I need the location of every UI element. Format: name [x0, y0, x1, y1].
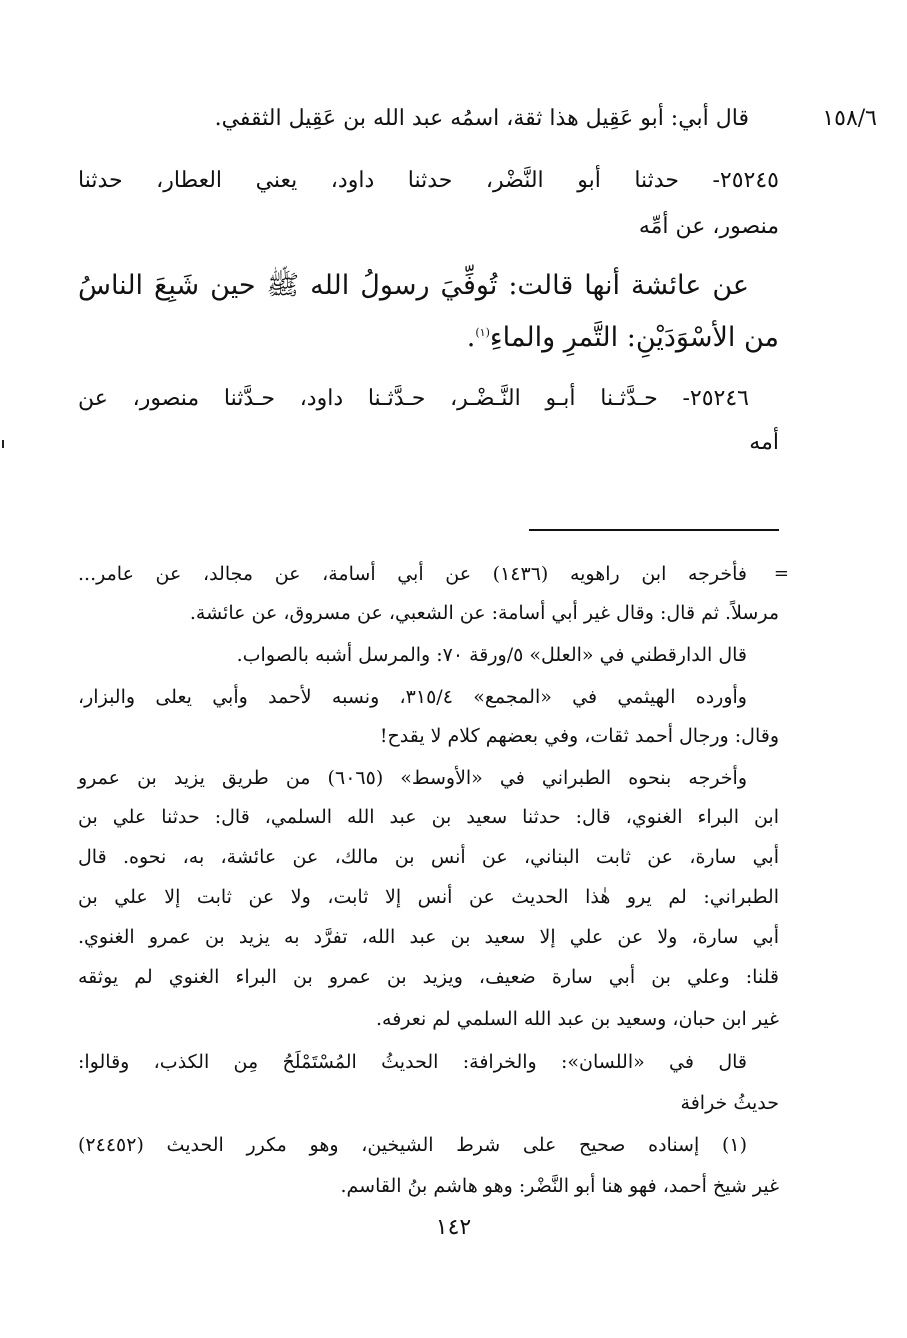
footnote-marker: (١) [475, 326, 490, 339]
footnote-line: قال في «اللسان»: والخرافة: الحديثُ المُسْتَمْلَحُ مِن الكذب، وقالوا: [78, 1051, 747, 1073]
footnote-line: (١) إسناده صحيح على شرط الشيخين، وهو مكرر الحديث (٢٤٤٥٢) [78, 1134, 747, 1156]
footnote-line: وقال: ورجال أحمد ثقات، وفي بعضهم كلام لا يقدح! [379, 725, 779, 747]
page-number: ١٤٢ [435, 1215, 472, 1240]
footnote-line: غير شيخ أحمد، فهو هنا أبو النَّضْر: وهو هاشم بنُ القاسم. [340, 1175, 779, 1197]
footnote-line: الطبراني: لم يرو هٰذا الحديث عن أنس إلا ثابت، ولا عن ثابت إلا علي بن [78, 886, 779, 908]
main-text-line: منصور، عن أمِّه [638, 214, 779, 239]
footnote-line: حديثُ خرافة [680, 1092, 779, 1114]
footnote-line: غير ابن حبان، وسعيد بن عبد الله السلمي لم نعرفه. [375, 1008, 779, 1030]
footnote-line: وأورده الهيثمي في «المجمع» ٣١٥/٤، ونسبه لأحمد وأبي يعلى والبزار، [78, 686, 747, 708]
main-text-line: ٢٥٢٤٥- حدثنا أبو النَّضْر، حدثنا داود، يعني العطار، حدثنا [78, 168, 779, 193]
footnote-line: أبي سارة، ولا عن علي إلا سعيد بن عبد الله، تفرَّد به يزيد بن عمرو الغنوي. [78, 926, 779, 948]
main-text-line: أمه [749, 430, 779, 455]
hadith-matn-line: عن عائشة أنها قالت: تُوفِّيَ رسولُ الله ﷺ حين شَبِعَ الناسُ [78, 270, 749, 301]
footnote-line: مرسلاً. ثم قال: وقال غير أبي أسامة: عن الشعبي، عن مسروق، عن عائشة. [189, 602, 779, 624]
hadith-matn-line [78, 322, 779, 353]
continuation-mark: = [773, 563, 789, 584]
main-text-line: قال أبي: أبو عَقِيل هذا ثقة، اسمُه عبد الله بن عَقِيل الثقفي. [214, 106, 749, 131]
footnote-line: وأخرجه بنحوه الطبراني في «الأوسط» (٦٠٦٥) من طريق يزيد بن عمرو [78, 767, 747, 789]
hadith-matn-text: من الأسْوَدَيْنِ: التَّمرِ والماءِ [489, 322, 779, 353]
margin-volume-page-reference: ١٥٨/٦ [822, 106, 877, 131]
scan-edge-mark [2, 440, 4, 448]
main-text-line: ٢٥٢٤٦- حـدَّثـنا أبـو النَّـضْـر، حـدَّثـنا داود، حـدَّثنا منصور، عن [78, 386, 749, 411]
sentence-end: . [466, 322, 476, 353]
footnote-line: ابن البراء الغنوي، قال: حدثنا سعيد بن عبد الله السلمي، قال: حدثنا علي بن [78, 806, 779, 828]
footnote-line: فأخرجه ابن راهويه (١٤٣٦) عن أبي أسامة، عن مجالد، عن عامر... [78, 563, 748, 585]
footnote-line: قال الدارقطني في «العلل» ٥/ورقة ٧٠: والمرسل أشبه بالصواب. [236, 644, 747, 666]
footnote-separator-rule [529, 529, 779, 531]
footnote-line: أبي سارة، عن ثابت البناني، عن أنس بن مالك، عن عائشة، به، نحوه. قال [78, 846, 779, 868]
footnote-line: قلنا: وعلي بن أبي سارة ضعيف، ويزيد بن عمرو بن البراء الغنوي لم يوثقه [78, 966, 779, 988]
